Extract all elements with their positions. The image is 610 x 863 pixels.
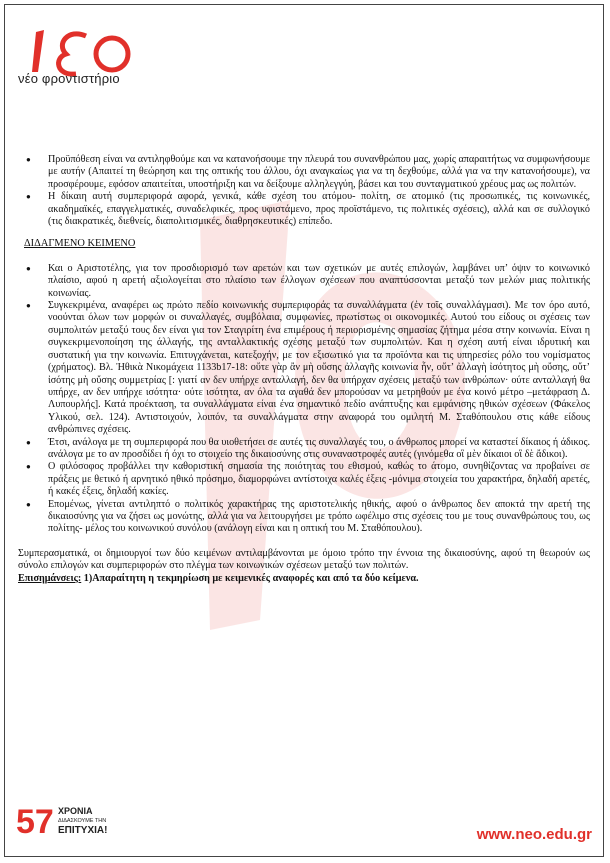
badge-line-3: ΕΠΙΤΥΧΙΑ! [58, 825, 108, 836]
main-bullet-list [18, 263, 590, 536]
notes-label: Επισημάνσεις: [18, 572, 82, 584]
list-item: ● Ο φιλόσοφος προβάλλει την καθοριστική σημασία της ποιότητας του εθισμού, καθώς το άτομο, συνηθίζοντας να προβαίνει σε πράξεις με θετικό ή αρνητικό ηθικό πρόσημο, διαμορφώνει αντίστοιχα καλές έξεις -μόνιμα στοιχεία του χαρακτήρα, δηλαδή αρετές, ή κακές έξεις, δηλαδή κακίες. [48, 461, 590, 498]
list-item: ● Συγκεκριμένα, αναφέρει ως πρώτο πεδίο κοινωνικής συμπεριφοράς τα συναλλάγματα (ἐν τοῖς συναλλάγμασι). Με τον όρο αυτό, νοούνται όλων των μορφών οι συναλλαγές, συμβόλαια, συμφωνίες, πρωτίστως οι οικονομικές. Αυτού του είδους οι σχέσεις των συμπολιτών μεταξύ τους δεν είναι για τον Σταγιρίτη ένα επιμέρους ή περιορισμένης σημασίας ζήτημα μέσα στην κοινωνία. Είναι η συγκεκριμενοποίηση της άλλαγής, της ανταλλακτικής σχέσης μεταξύ των συμπολιτών. Και η σχέση αυτή είναι ιδρυτική και συστατική για την κοινωνία. Επιτυγχάνεται, κατεξοχήν, με τον εξισωτικό για τα προϊόντα και τις υπηρεσίες ρόλο του νομίσματος (χρήματος). Βλ. Ἠθικὰ Νικομάχεια 1133b17-18: οὔτε γὰρ ἂν μὴ οὔσης ἀλλαγῆς κοινωνία ἦν, οὔτ’ ἀλλαγὴ ἰσότητος μὴ οὔσης, οὔτ’ ἰσότης μὴ οὔσης συμμετρίας [: γιατί αν δεν υπήρχε ανταλλαγή, δεν θα υπήρχαν σχέσεις μεταξύ των ανθρώπων· ούτε ανταλλαγή θα υπήρχε, αν δεν υπήρχε ισότητα· ούτε ισότητα, αν όλα τα αγαθά δεν μπορούσαν να μετρηθούν με ένα κοινό μέτρο –μετάφραση Δ. Λυπουρλής]. Κατά προέκταση, τα συναλλάγματα είναι ένα σημαντικό πεδίο ανάπτυξης και εμφάνισης ηθικών σχέσεων (Φάκελος Υλικού, σελ. 124). Αντιστοιχούν, λοιπόν, τα συναλλάγματα στην αναφορά του ομιλητή Μ. Σταθόπουλου στις κάθε είδους ανθρώπινες σχέσεις. [48, 300, 590, 436]
top-bullet-list [18, 154, 590, 228]
badge-line-1: ΧΡΟΝΙΑ [58, 806, 93, 816]
list-item: ● Και ο Αριστοτέλης, για τον προσδιορισμό των αρετών και των σχετικών με αυτές επιλογών, λαμβάνει υπ’ όψιν το κοινωνικό πλαίσιο, αφού η αρετή αξιολογείται στο πλαίσιο των έλλογων σχέσεων που αναπτύσσονται μεταξύ των μελών μιας πολιτικής κοινωνίας. [48, 263, 590, 300]
list-item: ● Η δίκαιη αυτή συμπεριφορά αφορά, γενικά, κάθε σχέση του ατόμου- πολίτη, σε ατομικό (τις προσωπικές, τις κοινωνικές, ακαδημαϊκές, επαγγελματικές, συναδελφικές, προς υφιστάμενο, προς προϊστάμενο, τις πολιτικές σχέσεις), αλλά και σε συλλογικό (τις διακρατικές, διεθνείς, διαπολιτισμικές, διαθρησκευτικές) επίπεδο. [48, 191, 590, 228]
conclusion-paragraph: Συμπερασματικά, οι δημιουργοί των δύο κειμένων αντιλαμβάνονται με όμοιο τρόπο την έννοια της δικαιοσύνης, αφού τη θεωρούν ως σύνολο επιλογών και συμπεριφορών στο πλέγμα των κοινωνικών σχέσεων μεταξύ των πολιτών. [18, 547, 590, 572]
notes-text: 1)Απαραίτητη η τεκμηρίωση με κειμενικές αναφορές και από τα δύο κείμενα. [81, 572, 419, 584]
notes-line [18, 573, 590, 585]
badge-text [58, 806, 136, 836]
badge-line-2: ΔΙΔΑΣΚΟΥΜΕ ΤΗΝ [58, 818, 107, 824]
list-item: ● Έτσι, ανάλογα με τη συμπεριφορά που θα υιοθετήσει σε αυτές τις συναλλαγές του, ο άνθρωπος μπορεί να καταστεί δίκαιος ή άδικος. ανάλογα με το αν προσδίδει ή όχι το στοιχείο της δικαιοσύνης στις συναναστροφές αυτές (γινόμεθα οἳ μὲν δίκαιοι οἳ δὲ ἄδικοι). [48, 437, 590, 462]
document-body [18, 154, 590, 585]
website-link[interactable]: www.neo.edu.gr [476, 826, 592, 843]
list-item: ● Προϋπόθεση είναι να αντιληφθούμε και να κατανοήσουμε την πλευρά του συνανθρώπου μας, χωρίς απαραιτήτως να συμφωνήσουμε με αυτήν (Απαιτεί τη θεώρηση και της οπτικής του άλλου, όχι αναγκαίως για να τη δεχθούμε, αλλά για να την κατανοήσουμε), να προσφέρουμε, εφόσον απαιτείται, υποστήριξη και να δείξουμε αλληλεγγύη, βάσει και του συνταγματικού χρέους μας ως πολιτών. [48, 154, 590, 191]
list-item: ● Επομένως, γίνεται αντιληπτό ο πολιτικός χαρακτήρας της αριστοτελικής ηθικής, αφού ο άνθρωπος δεν αποκτά την αρετή της δικαιοσύνης για να ζήσει ως μονώτης, αλλά για να λειτουργήσει με τρόπο ωφέλιμο στις σχέσεις του με τους συνανθρώπους του, ως πολίτης- μέλος του κοινωνικού συνόλου (ανάλογη είναι και η οπτική του Μ. Σταθόπουλου). [48, 499, 590, 536]
brand-name: νέο φροντιστήριο [18, 71, 120, 86]
badge-number: 57 [16, 803, 54, 841]
section-heading: ΔΙΔΑΓΜΕΝΟ ΚΕΙΜΕΝΟ [24, 238, 136, 250]
